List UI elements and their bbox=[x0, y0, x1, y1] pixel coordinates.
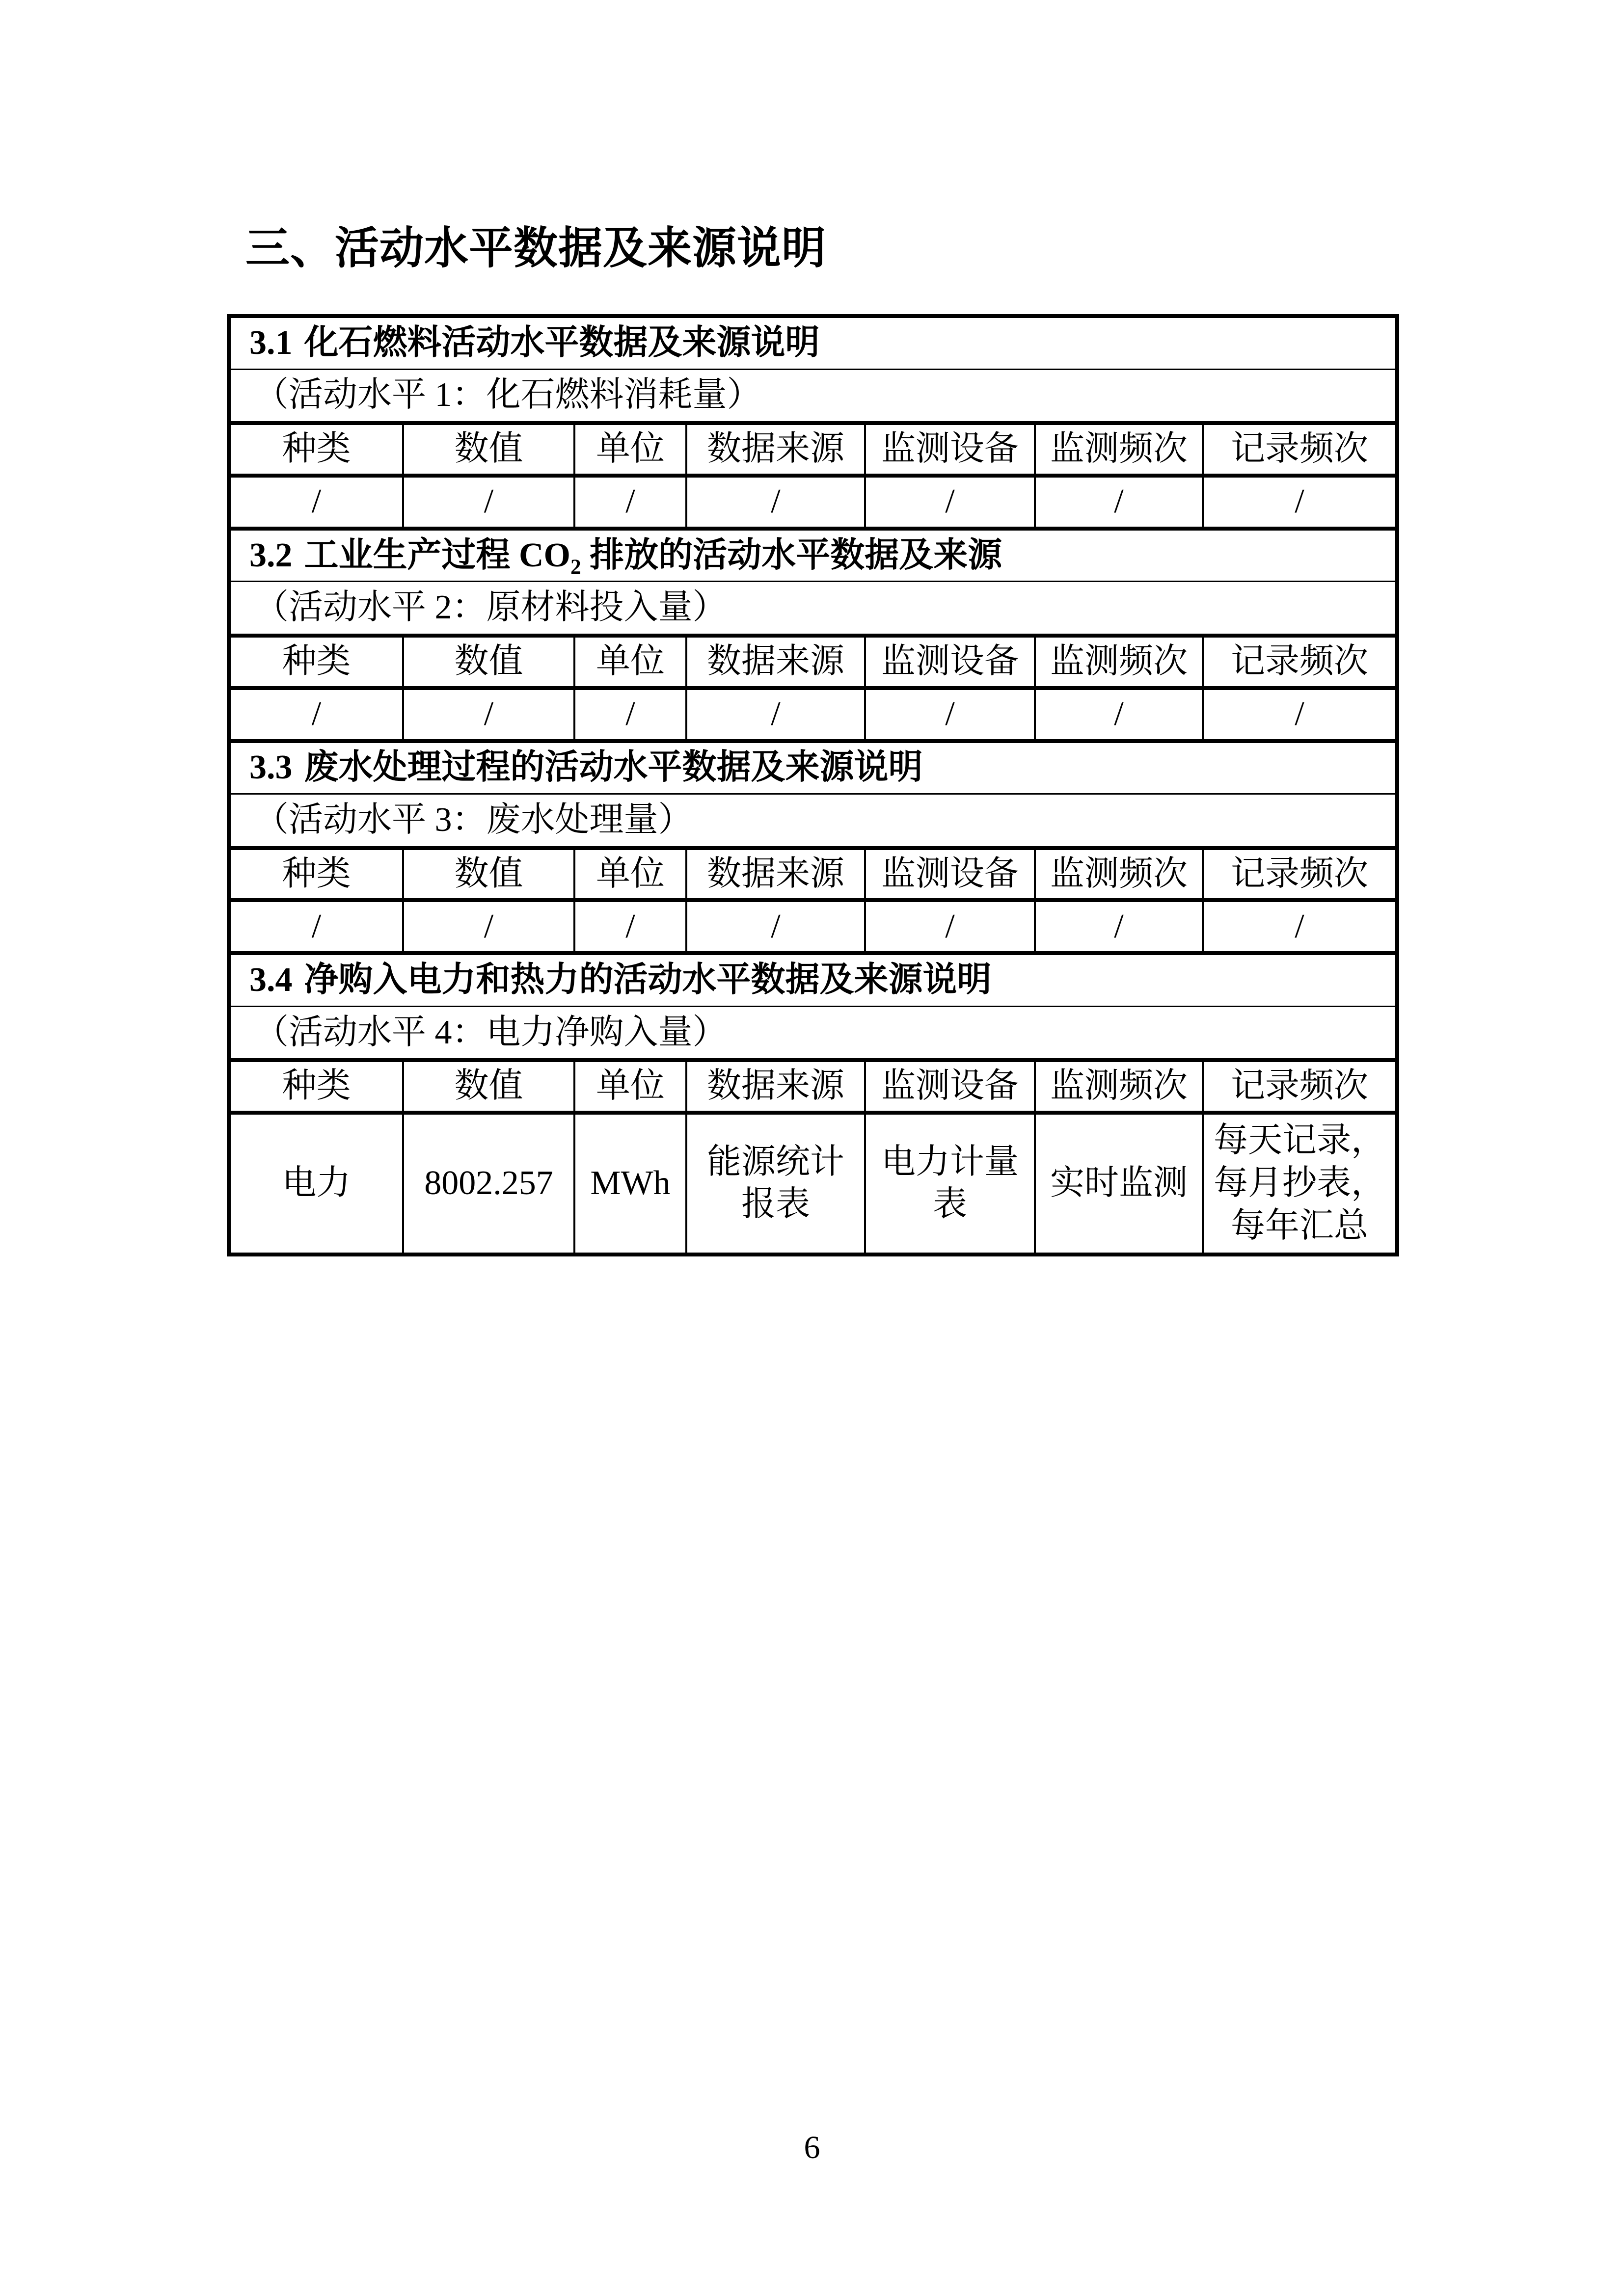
table-cell-type: 电力 bbox=[229, 1113, 403, 1254]
empty-cell: / bbox=[686, 900, 865, 953]
section-heading bbox=[229, 316, 1397, 369]
column-header: 数据来源 bbox=[686, 1060, 865, 1113]
activity-level-note: （活动水平 3：废水处理量） bbox=[229, 794, 1397, 848]
empty-cell: / bbox=[1203, 476, 1397, 529]
section-heading-text-post: 排放的活动水平数据及来源 bbox=[581, 536, 1002, 574]
column-header: 记录频次 bbox=[1203, 423, 1397, 476]
column-header: 种类 bbox=[229, 423, 403, 476]
page-title: 三、活动水平数据及来源说明 bbox=[245, 224, 826, 273]
section-number: 3.2 bbox=[249, 536, 293, 574]
empty-cell: / bbox=[574, 476, 686, 529]
column-header: 数据来源 bbox=[686, 636, 865, 688]
empty-cell: / bbox=[403, 900, 574, 953]
activity-data-table bbox=[227, 314, 1399, 1256]
section-heading-row bbox=[229, 529, 1397, 582]
empty-cell: / bbox=[229, 688, 403, 741]
table-cell-unit: MWh bbox=[574, 1113, 686, 1254]
empty-cell: / bbox=[403, 688, 574, 741]
column-header: 监测设备 bbox=[865, 1060, 1035, 1113]
column-header-row bbox=[229, 423, 1397, 476]
table-row bbox=[229, 476, 1397, 529]
empty-cell: / bbox=[574, 688, 686, 741]
section-heading bbox=[229, 741, 1397, 794]
column-header: 监测频次 bbox=[1035, 1060, 1203, 1113]
column-header: 单位 bbox=[574, 1060, 686, 1113]
co2-subscript: 2 bbox=[570, 555, 581, 579]
table-cell-monitoring-frequency: 实时监测 bbox=[1035, 1113, 1203, 1254]
table-cell-record-frequency: 每天记录，每月抄表，每年汇总 bbox=[1203, 1113, 1397, 1254]
activity-level-note: （活动水平 4：电力净购入量） bbox=[229, 1006, 1397, 1060]
column-header: 种类 bbox=[229, 1060, 403, 1113]
empty-cell: / bbox=[229, 900, 403, 953]
section-heading-text: 化石燃料活动水平数据及来源说明 bbox=[304, 323, 820, 362]
section-number: 3.1 bbox=[249, 323, 293, 362]
table-cell-value: 8002.257 bbox=[403, 1113, 574, 1254]
section-heading-row bbox=[229, 741, 1397, 794]
column-header: 单位 bbox=[574, 636, 686, 688]
empty-cell: / bbox=[574, 900, 686, 953]
activity-note-row bbox=[229, 1006, 1397, 1060]
column-header: 单位 bbox=[574, 423, 686, 476]
activity-note-row bbox=[229, 582, 1397, 636]
empty-cell: / bbox=[1035, 900, 1203, 953]
activity-level-note: （活动水平 1：化石燃料消耗量） bbox=[229, 369, 1397, 423]
column-header: 数据来源 bbox=[686, 423, 865, 476]
empty-cell: / bbox=[403, 476, 574, 529]
section-heading-row bbox=[229, 953, 1397, 1006]
section-number: 3.3 bbox=[249, 748, 293, 787]
empty-cell: / bbox=[686, 476, 865, 529]
column-header: 监测频次 bbox=[1035, 423, 1203, 476]
section-number: 3.4 bbox=[249, 961, 293, 999]
empty-cell: / bbox=[1203, 900, 1397, 953]
table-row bbox=[229, 900, 1397, 953]
empty-cell: / bbox=[686, 688, 865, 741]
column-header: 数值 bbox=[403, 423, 574, 476]
column-header: 记录频次 bbox=[1203, 1060, 1397, 1113]
column-header: 种类 bbox=[229, 848, 403, 901]
column-header: 监测频次 bbox=[1035, 848, 1203, 901]
column-header: 数值 bbox=[403, 636, 574, 688]
section-heading bbox=[229, 953, 1397, 1006]
empty-cell: / bbox=[865, 900, 1035, 953]
activity-level-note: （活动水平 2：原材料投入量） bbox=[229, 582, 1397, 636]
table-row bbox=[229, 1113, 1397, 1254]
table-cell-data-source: 能源统计报表 bbox=[686, 1113, 865, 1254]
column-header: 监测设备 bbox=[865, 636, 1035, 688]
activity-note-row bbox=[229, 794, 1397, 848]
column-header: 监测设备 bbox=[865, 848, 1035, 901]
empty-cell: / bbox=[1035, 688, 1203, 741]
column-header: 监测频次 bbox=[1035, 636, 1203, 688]
column-header: 数值 bbox=[403, 1060, 574, 1113]
section-heading-text: 废水处理过程的活动水平数据及来源说明 bbox=[304, 748, 923, 787]
empty-cell: / bbox=[865, 476, 1035, 529]
section-heading-row bbox=[229, 316, 1397, 369]
column-header: 单位 bbox=[574, 848, 686, 901]
section-heading bbox=[229, 529, 1397, 582]
column-header: 种类 bbox=[229, 636, 403, 688]
column-header: 记录频次 bbox=[1203, 848, 1397, 901]
empty-cell: / bbox=[229, 476, 403, 529]
table-row bbox=[229, 688, 1397, 741]
column-header: 数值 bbox=[403, 848, 574, 901]
empty-cell: / bbox=[1203, 688, 1397, 741]
activity-note-row bbox=[229, 369, 1397, 423]
empty-cell: / bbox=[1035, 476, 1203, 529]
column-header-row bbox=[229, 1060, 1397, 1113]
table-cell-monitoring-device: 电力计量表 bbox=[865, 1113, 1035, 1254]
section-heading-text: 净购入电力和热力的活动水平数据及来源说明 bbox=[304, 961, 992, 999]
column-header-row bbox=[229, 636, 1397, 688]
section-heading-text: 工业生产过程 CO bbox=[304, 536, 570, 574]
column-header: 监测设备 bbox=[865, 423, 1035, 476]
column-header: 记录频次 bbox=[1203, 636, 1397, 688]
column-header-row bbox=[229, 848, 1397, 901]
page-number: 6 bbox=[804, 2130, 820, 2165]
column-header: 数据来源 bbox=[686, 848, 865, 901]
empty-cell: / bbox=[865, 688, 1035, 741]
